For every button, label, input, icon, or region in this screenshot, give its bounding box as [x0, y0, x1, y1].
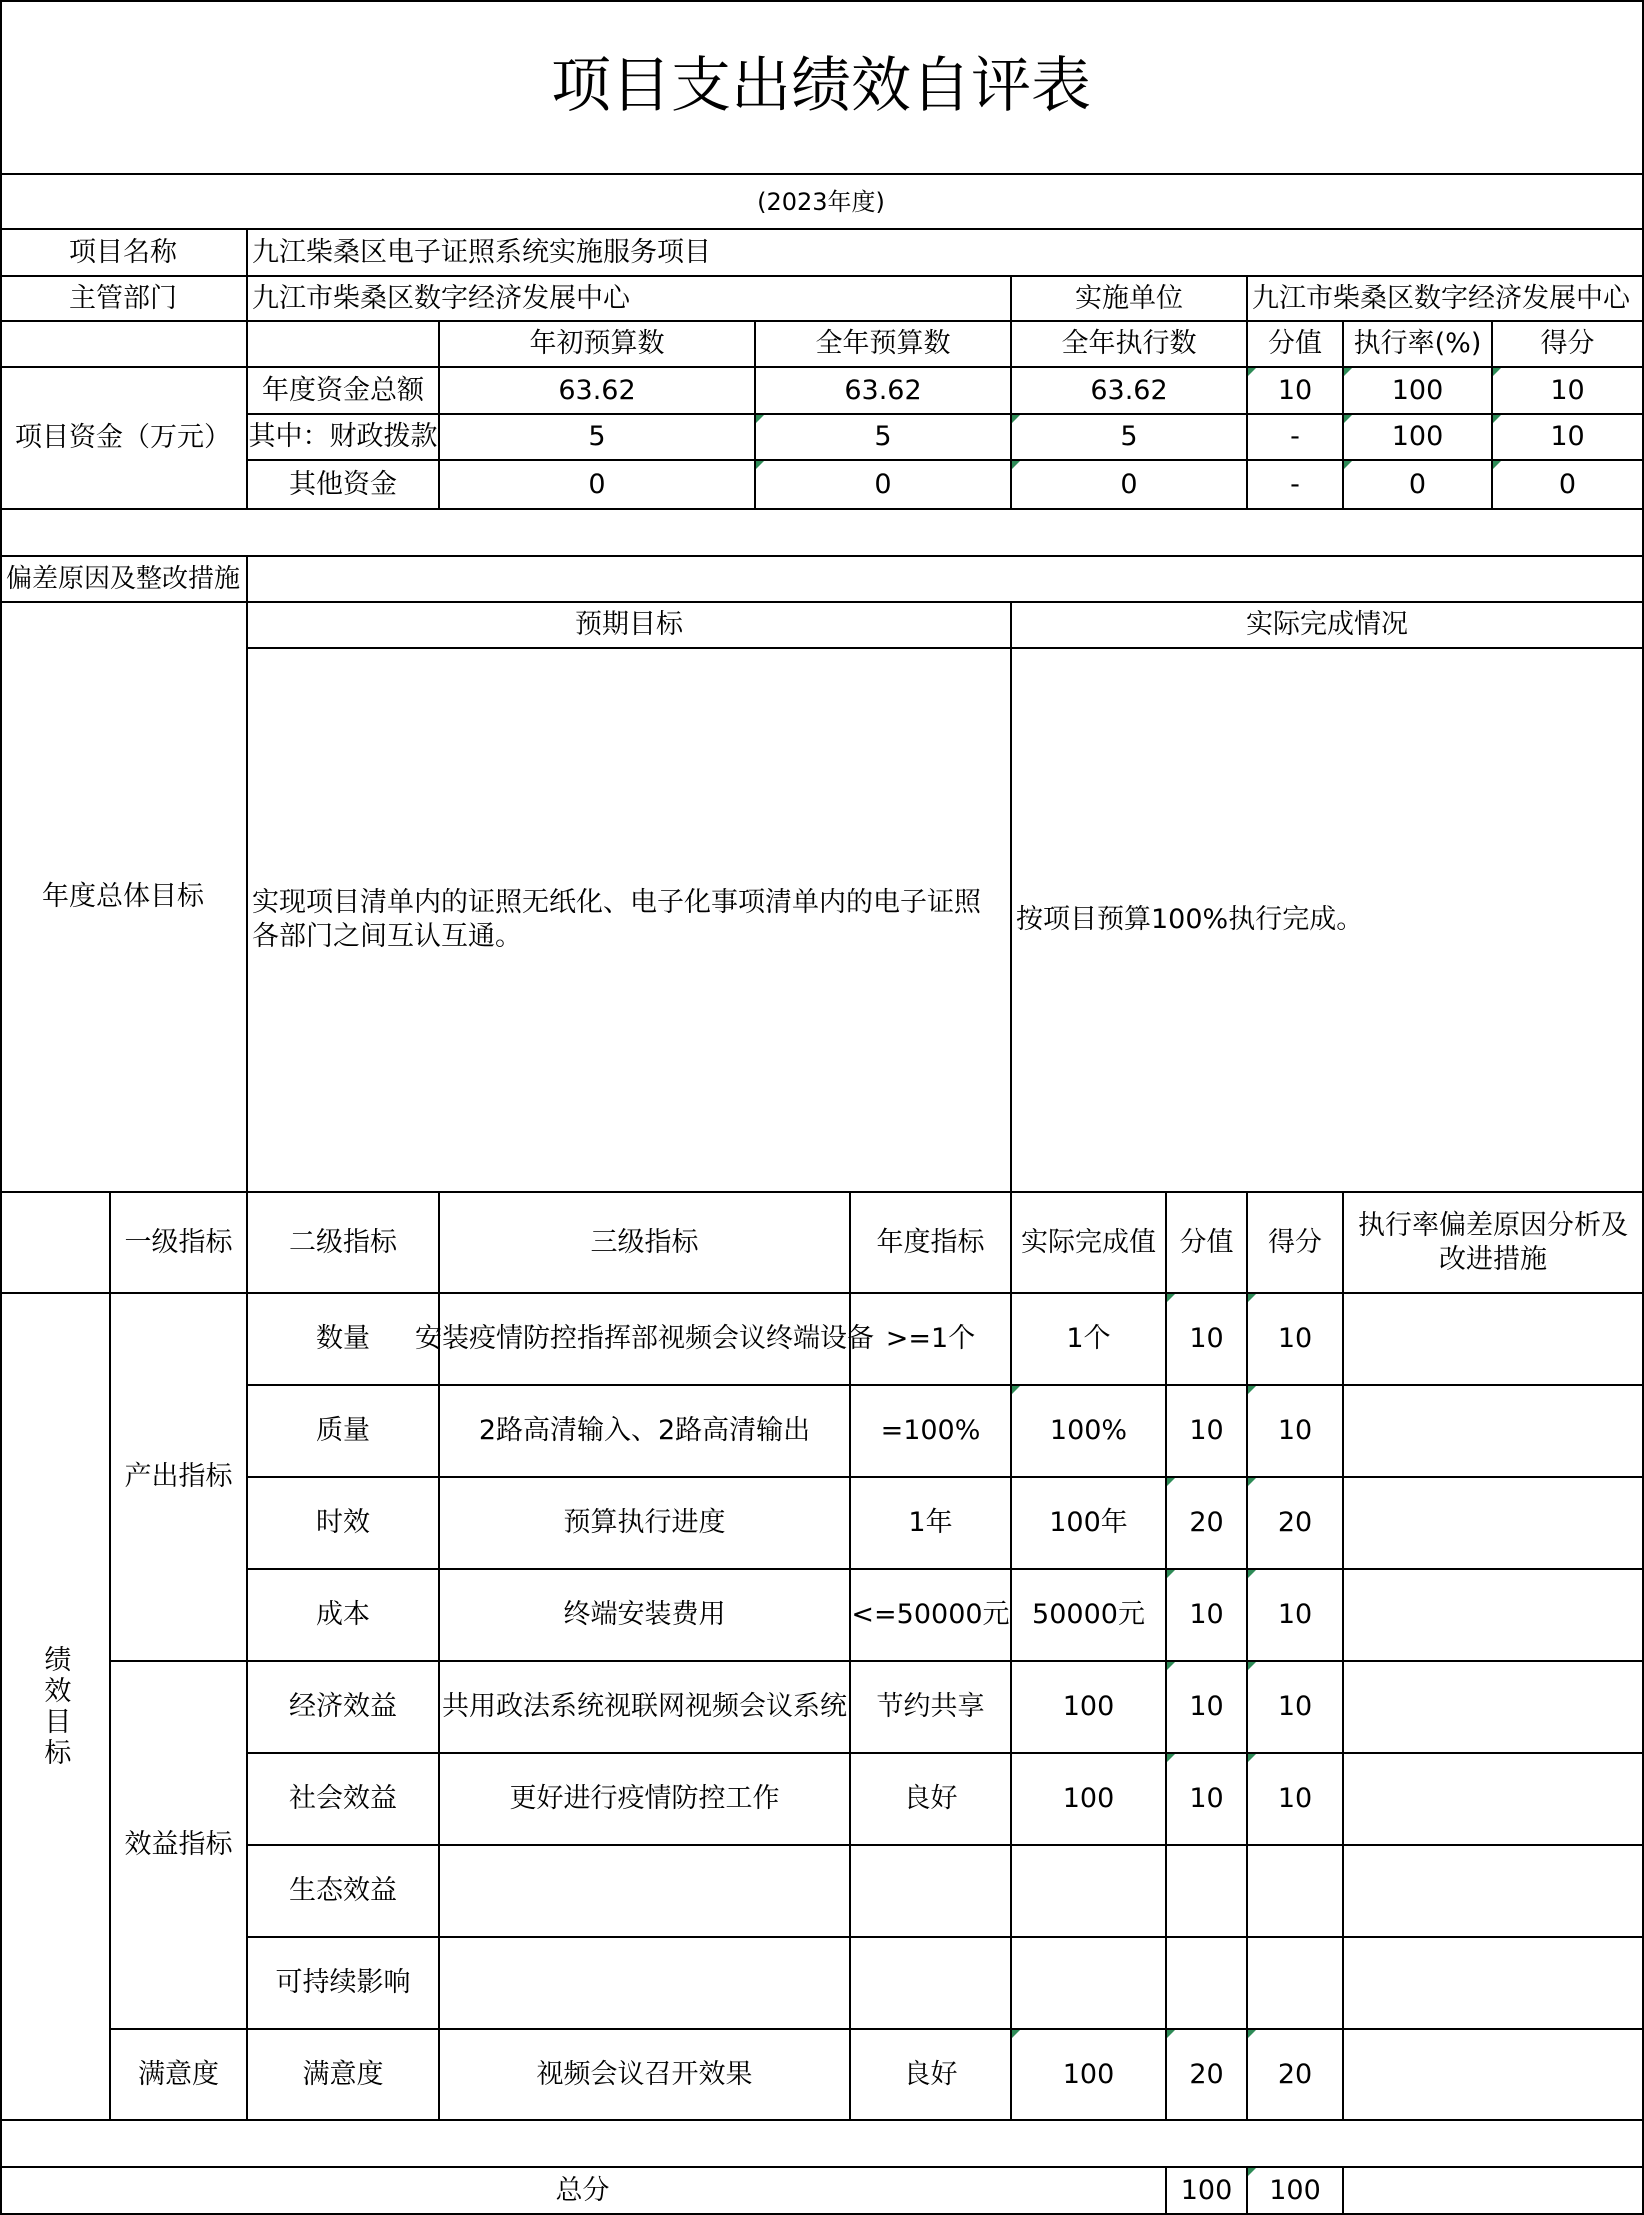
total-score-text: 100: [1269, 2174, 1321, 2206]
indicator-header-level1: 一级指标: [111, 1193, 248, 1294]
dept-label: 主管部门: [0, 277, 248, 322]
funds-header-score: 得分: [1493, 322, 1644, 368]
indicator-deviation: [1344, 1846, 1644, 1938]
indicator-level2: 数量: [248, 1294, 440, 1386]
indicator-deviation: [1344, 1386, 1644, 1478]
funds-header-annual-budget: 全年预算数: [756, 322, 1012, 368]
funds-cell: 5: [440, 415, 756, 461]
total-score-value: 100: [1167, 2168, 1248, 2215]
indicator-level2: 社会效益: [248, 1754, 440, 1846]
funds-cell-text: 0: [874, 468, 892, 500]
indicator-level3: [440, 1846, 851, 1938]
cell-marker: [1248, 1662, 1256, 1670]
cell-marker: [1493, 461, 1501, 469]
indicator-level3: 视频会议召开效果: [440, 2030, 851, 2121]
indicator-score-value: 10: [1167, 1386, 1248, 1478]
funds-cell-text: 100: [1391, 374, 1444, 406]
indicator-score-value: [1167, 1294, 1248, 1386]
funds-cell: [1344, 368, 1493, 415]
indicator-score: [1248, 1754, 1344, 1846]
indicator-deviation: [1344, 1754, 1644, 1846]
indicator-target: [851, 1938, 1012, 2030]
indicator-target: <=50000元: [851, 1570, 1012, 1662]
indicator-level3: 预算执行进度: [440, 1478, 851, 1570]
funds-cell: [1012, 461, 1248, 510]
indicator-actual-text: 100%: [1049, 1415, 1128, 1447]
indicator-actual: [1012, 2030, 1167, 2121]
cell-marker: [1012, 461, 1020, 469]
indicator-header-level3: 三级指标: [440, 1193, 851, 1294]
cell-marker: [1167, 1478, 1175, 1486]
indicator-score: [1248, 1846, 1344, 1938]
indicator-actual: 1个: [1012, 1294, 1167, 1386]
funds-cell: [1493, 415, 1644, 461]
deviation-value: [248, 557, 1644, 603]
indicator-score-text: 20: [1277, 1507, 1313, 1539]
funds-label: 项目资金（万元）: [0, 368, 248, 510]
annual-goal-label: 年度总体目标: [0, 603, 248, 1193]
impl-value: 九江市柴桑区数字经济发展中心: [1248, 277, 1644, 322]
indicator-level3: 更好进行疫情防控工作: [440, 1754, 851, 1846]
cell-marker: [756, 461, 764, 469]
indicator-actual: [1012, 1938, 1167, 2030]
indicator-target: >=1个: [851, 1294, 1012, 1386]
funds-cell: [1344, 461, 1493, 510]
total-deviation: [1344, 2168, 1644, 2215]
funds-cell: 0: [440, 461, 756, 510]
indicator-score: [1248, 1386, 1344, 1478]
indicator-score-value: [1167, 1478, 1248, 1570]
indicator-score-value-text: 10: [1189, 1599, 1224, 1631]
cell-marker: [1012, 415, 1020, 423]
indicator-score: [1248, 1294, 1344, 1386]
indicator-actual: [1012, 1386, 1167, 1478]
indicator-score-text: 10: [1277, 1415, 1313, 1447]
funds-cell: [1012, 415, 1248, 461]
funds-cell: -: [1248, 461, 1344, 510]
cell-marker: [1344, 461, 1352, 469]
funds-cell: [1493, 461, 1644, 510]
level1-satisfaction: 满意度: [111, 2030, 248, 2121]
cell-marker: [1248, 368, 1256, 376]
indicator-target: 良好: [851, 2030, 1012, 2121]
funds-cell: 63.62: [756, 368, 1012, 415]
cell-marker: [1248, 1294, 1256, 1302]
cell-marker: [1012, 2030, 1020, 2038]
funds-cell-text: 0: [1408, 468, 1427, 500]
indicator-actual: 50000元: [1012, 1570, 1167, 1662]
funds-header-blank: [0, 322, 248, 368]
cell-marker: [1493, 368, 1501, 376]
funds-cell: [1493, 368, 1644, 415]
indicator-score-text: 10: [1277, 1783, 1313, 1815]
indicator-score: [1248, 2030, 1344, 2121]
funds-cell-text: 10: [1277, 374, 1313, 406]
cell-marker: [756, 415, 764, 423]
expected-goal-text: 实现项目清单内的证照无纸化、电子化事项清单内的电子证照各部门之间互认互通。: [248, 649, 1012, 1193]
indicator-level2: 时效: [248, 1478, 440, 1570]
performance-target-label: [0, 1294, 111, 2121]
indicator-level3: 安装疫情防控指挥部视频会议终端设备: [440, 1294, 851, 1386]
indicator-actual: 100: [1012, 1754, 1167, 1846]
cell-marker: [1344, 368, 1352, 376]
indicator-level3: [440, 1938, 851, 2030]
cell-marker: [1248, 1570, 1256, 1578]
funds-cell: -: [1248, 415, 1344, 461]
actual-completion-header: 实际完成情况: [1012, 603, 1644, 649]
indicator-score-value-text: 20: [1189, 2058, 1224, 2090]
indicator-deviation: [1344, 2030, 1644, 2121]
indicator-score-value-text: 10: [1189, 1783, 1224, 1815]
indicator-deviation: [1344, 1662, 1644, 1754]
indicator-score-text: 10: [1277, 1691, 1313, 1723]
indicator-header-score-value: 分值: [1167, 1193, 1248, 1294]
indicator-actual-text: 100: [1062, 2058, 1115, 2090]
indicator-level2: 满意度: [248, 2030, 440, 2121]
funds-header-blank2: [248, 322, 440, 368]
cell-marker: [1493, 415, 1501, 423]
cell-marker: [1248, 1386, 1256, 1394]
indicator-level3: 2路高清输入、2路高清输出: [440, 1386, 851, 1478]
indicator-score-value: [1167, 2030, 1248, 2121]
funds-cell: 63.62: [440, 368, 756, 415]
cell-marker: [1167, 1570, 1175, 1578]
indicator-deviation: [1344, 1570, 1644, 1662]
indicator-header-score: 得分: [1248, 1193, 1344, 1294]
funds-header-initial-budget: 年初预算数: [440, 322, 756, 368]
indicator-target: =100%: [851, 1386, 1012, 1478]
indicator-score-value: [1167, 1662, 1248, 1754]
indicator-actual: [1012, 1846, 1167, 1938]
project-name-label: 项目名称: [0, 230, 248, 277]
deviation-label: 偏差原因及整改措施: [0, 557, 248, 603]
indicator-score-value: [1167, 1846, 1248, 1938]
indicator-target: 节约共享: [851, 1662, 1012, 1754]
impl-label: 实施单位: [1012, 277, 1248, 322]
indicator-level3: 共用政法系统视联网视频会议系统: [440, 1662, 851, 1754]
spacer-row-bottom: [0, 2121, 1644, 2168]
project-name: 九江柴桑区电子证照系统实施服务项目: [248, 230, 1644, 277]
cell-marker: [1012, 1386, 1020, 1394]
funds-header-score-value: 分值: [1248, 322, 1344, 368]
funds-header-executed: 全年执行数: [1012, 322, 1248, 368]
indicator-header-actual: 实际完成值: [1012, 1193, 1167, 1294]
indicator-header-level2: 二级指标: [248, 1193, 440, 1294]
indicator-target: 良好: [851, 1754, 1012, 1846]
funds-cell-text: 5: [874, 421, 892, 453]
indicator-deviation: [1344, 1478, 1644, 1570]
indicator-score-value: [1167, 1938, 1248, 2030]
cell-marker: [1248, 2168, 1256, 2176]
indicator-score-value-text: 20: [1189, 1507, 1224, 1539]
indicator-target: 1年: [851, 1478, 1012, 1570]
indicator-score-text: 20: [1277, 2058, 1313, 2090]
indicator-score-value: [1167, 1570, 1248, 1662]
level1-output: 产出指标: [111, 1294, 248, 1662]
indicator-score: [1248, 1478, 1344, 1570]
spacer-row: [0, 510, 1644, 557]
funds-cell-text: 10: [1550, 374, 1585, 406]
indicator-level2: 成本: [248, 1570, 440, 1662]
funds-cell: [756, 415, 1012, 461]
cell-marker: [1248, 1478, 1256, 1486]
indicator-deviation: [1344, 1938, 1644, 2030]
indicator-header-target: 年度指标: [851, 1193, 1012, 1294]
sheet-year: (2023年度): [0, 175, 1644, 230]
indicator-level3: 终端安装费用: [440, 1570, 851, 1662]
indicator-score: [1248, 1662, 1344, 1754]
indicator-level2: 可持续影响: [248, 1938, 440, 2030]
indicator-header-deviation: 执行率偏差原因分析及改进措施: [1344, 1193, 1644, 1294]
indicator-target: [851, 1846, 1012, 1938]
indicator-score-value-text: 10: [1189, 1691, 1224, 1723]
funds-row-name: 其他资金: [248, 461, 440, 510]
indicator-score-value: [1167, 1754, 1248, 1846]
indicator-score-value-text: 10: [1189, 1323, 1224, 1355]
funds-cell: [756, 461, 1012, 510]
cell-marker: [1248, 1754, 1256, 1762]
total-score: [1248, 2168, 1344, 2215]
funds-cell-text: 100: [1391, 421, 1444, 453]
funds-cell: [1248, 368, 1344, 415]
actual-completion-text: 按项目预算100%执行完成。: [1012, 649, 1644, 1193]
total-label: 总分: [0, 2168, 1167, 2215]
funds-cell-text: 0: [1558, 468, 1577, 500]
indicator-header-blank: [0, 1193, 111, 1294]
sheet-title: 项目支出绩效自评表: [0, 0, 1644, 175]
cell-marker: [1167, 1754, 1175, 1762]
funds-cell: [1344, 415, 1493, 461]
funds-cell-text: 5: [1120, 421, 1138, 453]
performance-target-text: 绩效目标: [39, 1644, 71, 1769]
indicator-score-text: 10: [1277, 1599, 1313, 1631]
cell-marker: [1167, 2030, 1175, 2038]
indicator-level2: 质量: [248, 1386, 440, 1478]
indicator-level2: 经济效益: [248, 1662, 440, 1754]
indicator-deviation: [1344, 1294, 1644, 1386]
cell-marker: [1167, 1294, 1175, 1302]
level1-benefit: 效益指标: [111, 1662, 248, 2030]
indicator-actual: 100年: [1012, 1478, 1167, 1570]
indicator-score: [1248, 1570, 1344, 1662]
cell-marker: [1167, 1662, 1175, 1670]
indicator-actual: 100: [1012, 1662, 1167, 1754]
dept-value: 九江市柴桑区数字经济发展中心: [248, 277, 1012, 322]
funds-cell-text: 0: [1120, 468, 1138, 500]
funds-cell: 63.62: [1012, 368, 1248, 415]
indicator-score: [1248, 1938, 1344, 2030]
funds-row-name: 其中：财政拨款: [248, 415, 440, 461]
expected-goal-header: 预期目标: [248, 603, 1012, 649]
funds-header-exec-rate: 执行率(%): [1344, 322, 1493, 368]
indicator-score-text: 10: [1277, 1323, 1313, 1355]
indicator-level2: 生态效益: [248, 1846, 440, 1938]
funds-row-name: 年度资金总额: [248, 368, 440, 415]
funds-cell-text: 10: [1550, 421, 1585, 453]
cell-marker: [1344, 415, 1352, 423]
cell-marker: [1248, 2030, 1256, 2038]
